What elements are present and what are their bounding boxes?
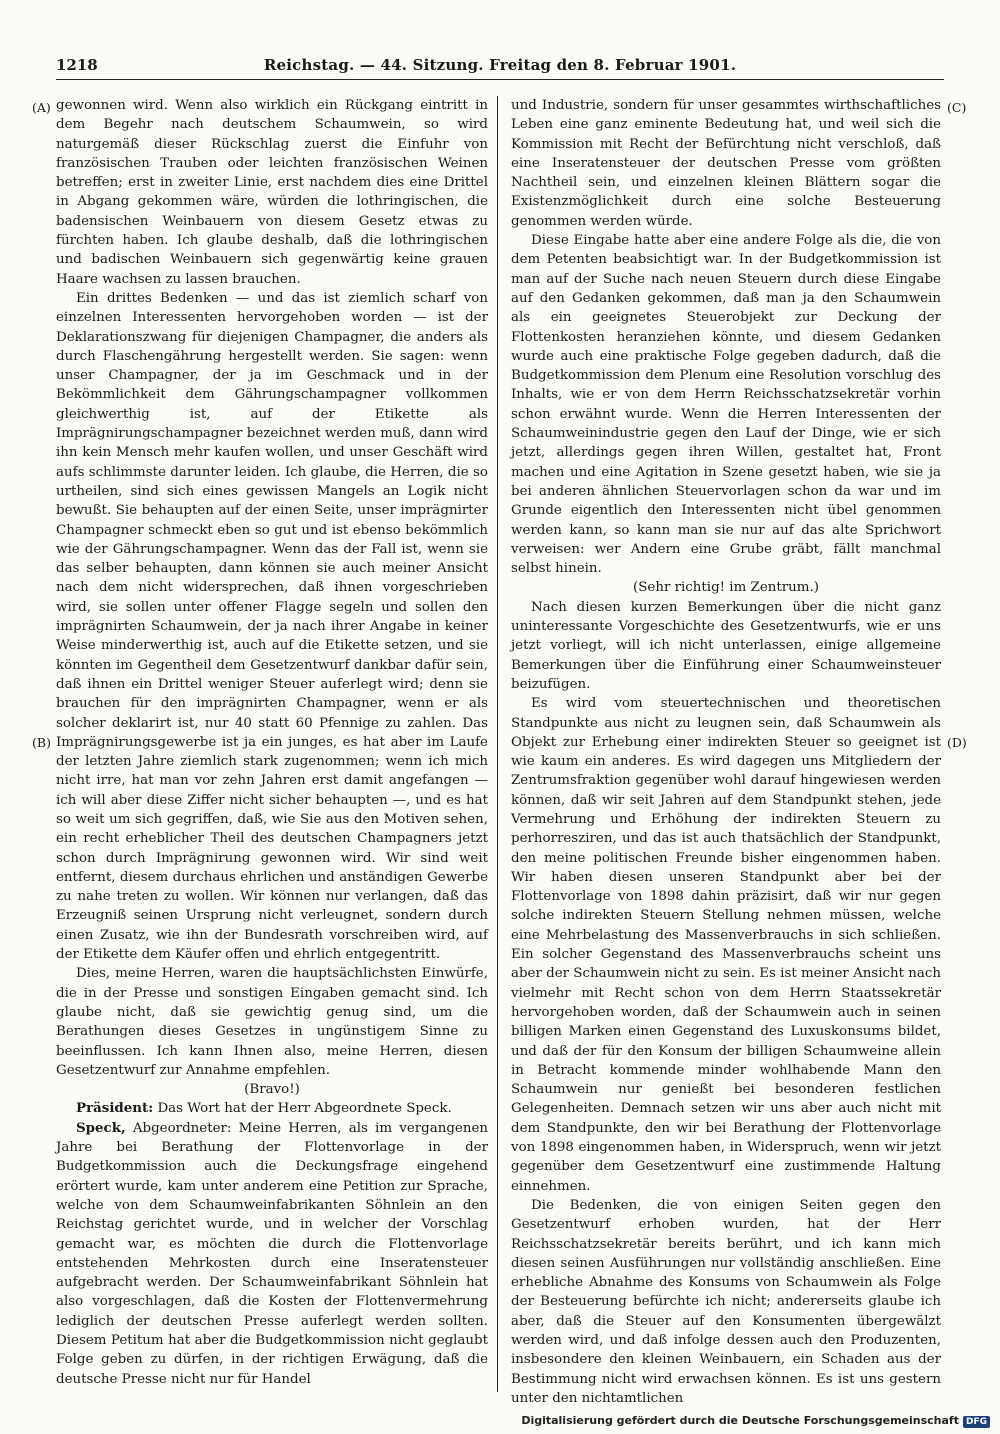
- margin-marker-c: (C): [947, 100, 967, 115]
- paragraph: und Industrie, sondern für unser gesammtes wirthschaftliches Leben eine ganz eminente Bedeutung hat, und weil sich die Kommission mit Recht der Befürchtung nicht verschloß, daß eine Inseratensteuer der deutschen Presse vom größten Nachtheil sein, und einzelnen kleinen Blättern sogar die Existenzmöglichkeit durch eine solche Besteuerung genommen werden würde.: [511, 98, 941, 229]
- header-rule: [56, 79, 944, 80]
- interjection: (Bravo!): [244, 1082, 300, 1098]
- margin-marker-b: (B): [32, 735, 51, 750]
- speaker-name: Speck,: [76, 1119, 126, 1136]
- footer-text: Digitalisierung gefördert durch die Deutsche Forschungsgemeinschaft: [521, 1414, 959, 1427]
- page-number: 1218: [56, 56, 98, 74]
- paragraph: Nach diesen kurzen Bemerkungen über die nicht ganz uninteressante Vorgeschichte des Gesetzentwurfs, wie er uns jetzt vorliegt, will ich nicht unterlassen, einige allgemeine Bemerkungen über die Einführung einer Schaumweinsteuer beizufügen.: [511, 599, 941, 692]
- paragraph: Die Bedenken, die von einigen Seiten gegen den Gesetzentwurf erhoben wurden, hat der Herr Reichsschatzsekretär bereits berührt, und ich kann mich diesen seinen Ausführungen nur vollständig anschließen. Eine erhebliche Abnahme des Konsums von Schaumwein als Folge der Besteuerung befürchte ich nicht; andererseits glaube ich aber, daß die Steuer auf den Konsumenten übergewälzt werden wird, und daß infolge dessen auch den Produzenten, insbesondere den kleinen Weinbauern, ein Schaden aus der Bestimmung nicht wird erwachsen können. Es ist uns gestern unter den nichtamtlichen: [511, 1197, 941, 1406]
- running-title: Reichstag. — 44. Sitzung. Freitag den 8. Februar 1901.: [263, 56, 737, 74]
- interjection: (Sehr richtig! im Zentrum.): [633, 580, 819, 596]
- footer-credit: [521, 1414, 990, 1428]
- right-column: [511, 96, 941, 1408]
- margin-marker-a: (A): [32, 100, 51, 115]
- speaker-paragraph: [56, 1099, 488, 1118]
- speech-text: Das Wort hat der Herr Abgeordnete Speck.: [153, 1101, 452, 1117]
- dfg-logo: DFG: [963, 1416, 990, 1428]
- left-column: [56, 96, 488, 1389]
- speaker-paragraph: [56, 1119, 488, 1389]
- speech-text: Abgeordneter: Meine Herren, als im vergangenen Jahre bei Berathung der Flottenvorlage in der Budgetkommission auch die Deckungsfrage eingehend erörtert wurde, kam unter anderem eine Petition zur Sprache, welche von dem Schaumweinfabrikanten Söhnlein an den Reichstag gerichtet wurde, und in welcher der Vorschlag gemacht war, es möchten die durch die Flottenvorlage entstehenden Mehrkosten durch eine Inseratensteuer aufgebracht werden. Der Schaumweinfabrikant Söhnlein hat also vorgeschlagen, daß die Kosten der Flottenvermehrung lediglich der deutschen Presse auferlegt werden sollten. Diesem Petitum hat aber die Budgetkommission nicht geglaubt Folge geben zu dürfen, in der richtigen Erwägung, daß die deutsche Presse nicht nur für Handel: [56, 1120, 488, 1387]
- speaker-name: Präsident:: [76, 1100, 154, 1117]
- paragraph: Dies, meine Herren, waren die hauptsächlichsten Einwürfe, die in der Presse und sonstigen Eingaben gemacht sind. Ich glaube nicht, daß sie gewichtig genug sind, um die Berathungen dieses Gesetzes in ungünstigem Sinne zu beeinflussen. Ich kann Ihnen also, meine Herren, diesen Gesetzentwurf zur Annahme empfehlen.: [56, 966, 488, 1078]
- paragraph: gewonnen wird. Wenn also wirklich ein Rückgang eintritt in dem Begehr nach deutschem Schaumwein, so wird naturgemäß dieser Rückschlag zuerst die Einfuhr von französischen Trauben oder leichten französischen Weinen betreffen; erst in zweiter Linie, erst nachdem dies eine Drittel in Abgang gekommen wäre, würden die lothringischen, die badensischen Weinbauern von diesem Gesetz etwas zu fürchten haben. Ich glaube deshalb, daß die lothringischen und badischen Weinbauern sich gegenwärtig keine grauen Haare wachsen zu lassen brauchen.: [56, 98, 488, 287]
- margin-marker-d: (D): [947, 735, 967, 750]
- page-header: [56, 54, 944, 78]
- paragraph: Diese Eingabe hatte aber eine andere Folge als die, die von dem Petenten beabsichtigt war. In der Budgetkommission ist man auf der Suche nach neuen Steuern durch diese Eingabe auf den Gedanken gekommen, daß man ja den Schaumwein als ein geeignetes Steuerobjekt zur Deckung der Flottenkosten heranziehen könnte, und diesem Gedanken wurde auch eine praktische Folge gegeben dadurch, daß die Budgetkommission dem Plenum eine Resolution vorschlug des Inhalts, wie er von dem Herrn Reichsschatzsekretär vorhin schon erwähnt wurde. Wenn die Herren Interessenten der Schaumweinindustrie gegen den Lauf der Dinge, wie er sich jetzt, allerdings gegen ihren Willen, gestaltet hat, Front machen und eine Agitation in Szene gesetzt haben, wie sie ja bei anderen ähnlichen Steuervorlagen schon da war und im Grunde eigentlich den Interessenten nicht übel genommen werden kann, so kann man sie nur auf das alte Sprichwort verweisen: wer Andern eine Grube gräbt, fällt manchmal selbst hinein.: [511, 233, 941, 577]
- paragraph: Ein drittes Bedenken — und das ist ziemlich scharf von einzelnen Interessenten hervorgehoben worden — ist der Deklarationszwang für diejenigen Champagner, die anders als durch Flaschengährung hergestellt werden. Sie sagen: wenn unser Champagner, der ja im Geschmack und in der Bekömmlichkeit dem Gährungschampagner vollkommen gleichwerthig ist, auf der Etikette als Imprägnirungschampagner bezeichnet werden muß, dann wird ihn kein Mensch mehr kaufen wollen, und unser Geschäft wird aufs schlimmste darunter leiden. Ich glaube, die Herren, die so urtheilen, sind sich eines gewissen Mangels an Logik nicht bewußt. Sie behaupten auf der einen Seite, unser imprägnirter Champagner schmeckt eben so gut und ist ebenso bekömmlich wie der Gährungschampagner. Wenn das der Fall ist, wenn sie das selber behaupten, dann können sie auch meiner Ansicht nach dem nicht widersprechen, daß ihnen vorgeschrieben wird, sie sollen unter offener Flagge segeln und sollen den imprägnirten Schaumwein, der ja nach ihrer Angabe in keiner Weise minderwerthig ist, auch auf die Etikette setzen, und sie könnten im Gegentheil dem Gesetzentwurf dankbar dafür sein, daß ihnen ein Drittel weniger Steuer auferlegt wird; denn sie brauchen für den imprägnirten Champagner, wenn er als solcher deklarirt ist, nur 40 statt 60 Pfennige zu zahlen. Das Imprägnirungsgewerbe ist ja ein junges, es hat aber im Laufe der letzten Jahre ziemlich stark zugenommen; wenn ich mich nicht irre, hat man vor zehn Jahren erst damit angefangen — ich will aber diese Ziffer nicht sicher behaupten —, und es hat so weit um sich gegriffen, daß, wie Sie aus den Motiven sehen, ein recht erheblicher Theil des deutschen Champagners jetzt schon durch Imprägnirung gewonnen wird. Wir sind weit entfernt, diesem durchaus ehrlichen und anständigen Gewerbe zu nahe treten zu wollen. Wir können nur verlangen, daß das Erzeugniß seinen Ursprung nicht verleugnet, sondern durch einen Zusatz, wie ihn der Bundesrath vorschreiben wird, auf der Etikette dem Käufer offen und ehrlich entgegentritt.: [56, 290, 488, 963]
- paragraph: Es wird vom steuertechnischen und theoretischen Standpunkte aus nicht zu leugnen sein, daß Schaumwein als Objekt zur Erhebung einer indirekten Steuer so geeignet ist wie kaum ein anderes. Es wird dagegen uns Mitgliedern der Zentrumsfraktion gegenüber wohl darauf hingewiesen werden können, daß wir seit Jahren auf dem Standpunkt stehen, jede Vermehrung und Erhöhung der indirekten Steuern zu perhorresziren, und das ist auch thatsächlich der Standpunkt, den meine politischen Freunde bisher eingenommen haben. Wir haben diesen unseren Standpunkt aber bei der Flottenvorlage von 1898 dahin präzisirt, daß wir nur gegen solche indirekten Steuern Stellung nehmen müssen, welche eine Mehrbelastung des Massenverbrauchs in sich schließen. Ein solcher Gegenstand des Massenverbrauchs scheint uns aber der Schaumwein nicht zu sein. Es ist meiner Ansicht nach vielmehr mit Recht schon von dem Herrn Staatssekretär hervorgehoben worden, daß der Schaumwein auch in seinen billigen Marken einen Gegenstand des Luxuskonsums bildet, und daß der für den Konsum der billigen Schaumweine allein in Betracht kommende minder wohlhabende Mann den Schaumwein nur genießt bei besonderen festlichen Gelegenheiten. Demnach setzen wir uns aber auch nicht mit dem Standpunkte, den wir bei Berathung der Flottenvorlage von 1898 eingenommen haben, in Widerspruch, wenn wir jetzt gegenüber dem Gesetzentwurf eine zustimmende Haltung einnehmen.: [511, 696, 942, 1194]
- column-divider: [497, 96, 498, 1392]
